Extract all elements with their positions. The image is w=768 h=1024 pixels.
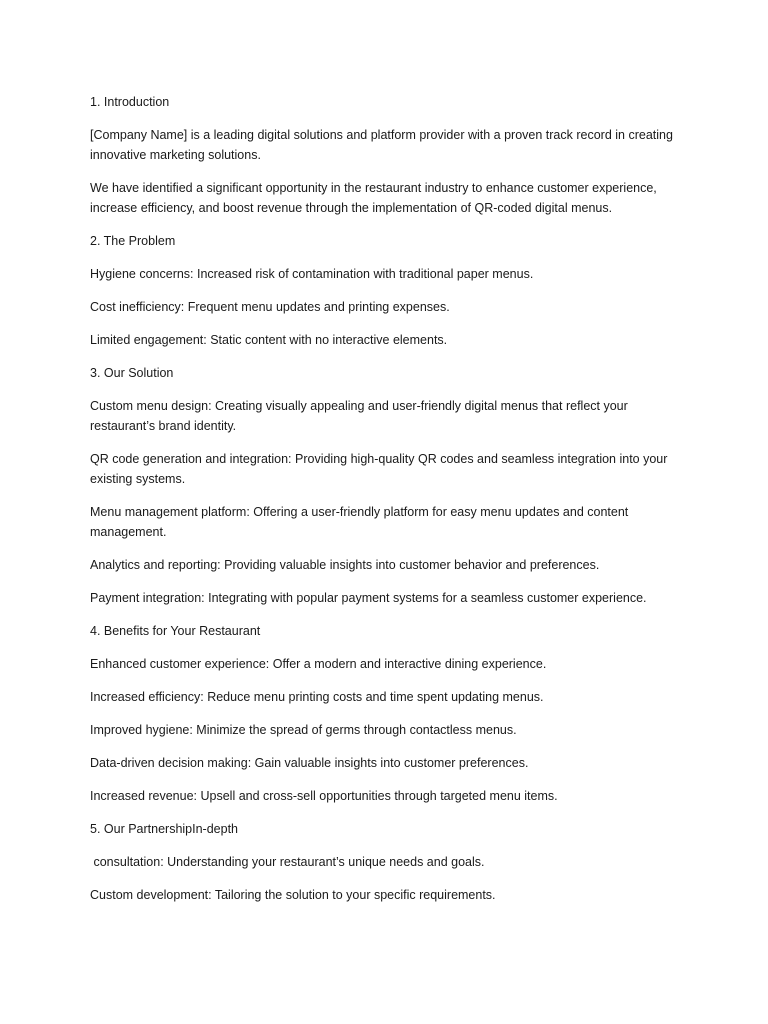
paragraph: Custom menu design: Creating visually appealing and user-friendly digital menus that reflect your restaurant’s brand identity. [90, 399, 632, 433]
paragraph: QR code generation and integration: Providing high-quality QR codes and seamless integration into your existing systems. [90, 452, 671, 486]
paragraph: Enhanced customer experience: Offer a modern and interactive dining experience. [90, 657, 547, 671]
paragraph: Hygiene concerns: Increased risk of contamination with traditional paper menus. [90, 267, 534, 281]
paragraph: Data-driven decision making: Gain valuable insights into customer preferences. [90, 756, 529, 770]
section-heading-introduction: 1. Introduction [90, 95, 170, 109]
paragraph: consultation: Understanding your restaurant’s unique needs and goals. [90, 855, 485, 869]
paragraph: [Company Name] is a leading digital solutions and platform provider with a proven track record in creating innovative marketing solutions. [90, 128, 677, 162]
section-heading-solution: 3. Our Solution [90, 366, 174, 380]
paragraph: Increased revenue: Upsell and cross-sell opportunities through targeted menu items. [90, 789, 558, 803]
paragraph: Cost inefficiency: Frequent menu updates and printing expenses. [90, 300, 450, 314]
section-heading-problem: 2. The Problem [90, 234, 176, 248]
section-heading-partnership: 5. Our PartnershipIn-depth [90, 822, 238, 836]
paragraph: Payment integration: Integrating with popular payment systems for a seamless customer experience. [90, 591, 647, 605]
paragraph: Custom development: Tailoring the solution to your specific requirements. [90, 888, 496, 902]
paragraph: Menu management platform: Offering a user-friendly platform for easy menu updates and content management. [90, 505, 632, 539]
section-heading-benefits: 4. Benefits for Your Restaurant [90, 624, 261, 638]
paragraph: We have identified a significant opportunity in the restaurant industry to enhance customer experience, increase efficiency, and boost revenue through the implementation of QR-coded digital menus. [90, 181, 661, 215]
paragraph: Improved hygiene: Minimize the spread of germs through contactless menus. [90, 723, 517, 737]
paragraph: Limited engagement: Static content with no interactive elements. [90, 333, 448, 347]
document-body [90, 92, 690, 918]
paragraph: Analytics and reporting: Providing valuable insights into customer behavior and preferences. [90, 558, 600, 572]
paragraph: Increased efficiency: Reduce menu printing costs and time spent updating menus. [90, 690, 544, 704]
